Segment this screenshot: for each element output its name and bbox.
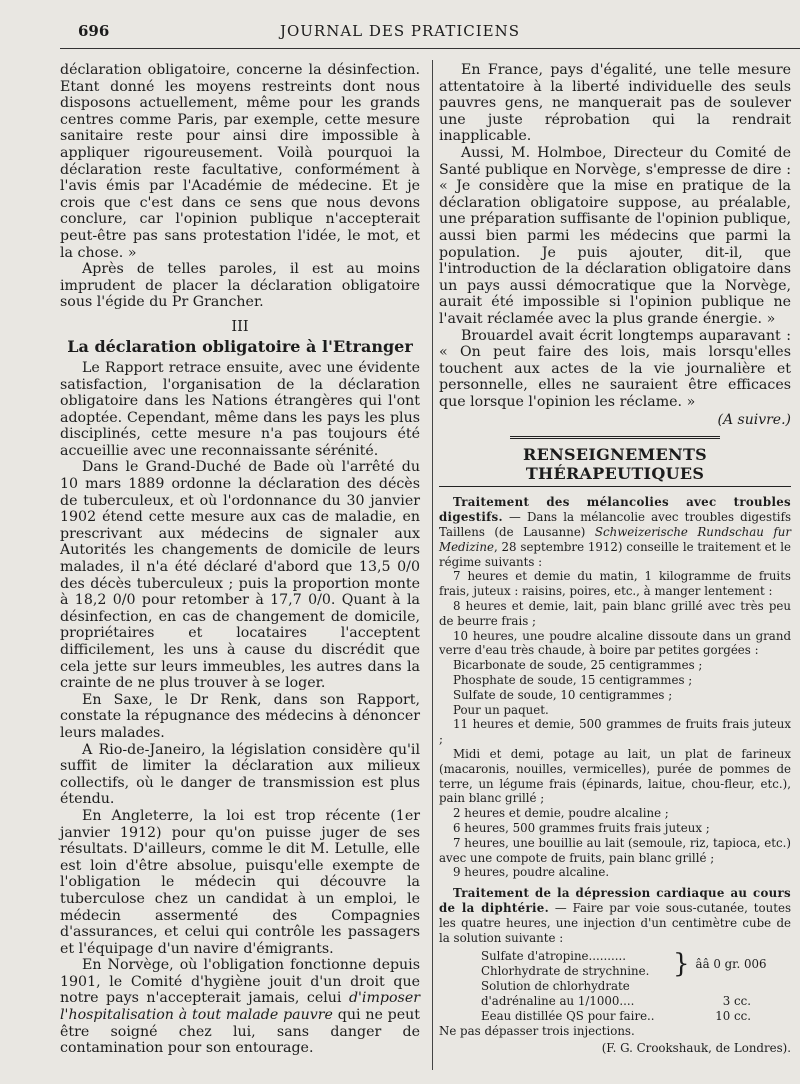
text-span: En Norvège, où l'obligation fonctionne depuis 1901, le Comité d'hygiène jouit d'un droit que notre pays n'accepterait jamais, celui: [60, 957, 420, 1007]
page-number: 696: [78, 22, 110, 40]
title-underline: [439, 486, 791, 487]
text-span: — Faire par voie sous-cutanée, toutes les quatre heures, une injection d'un centimètre cube de la solution suivante :: [439, 900, 791, 945]
section-separator: [510, 436, 720, 439]
treatment-title: Traitement des mélancolies avec troubles digestifs.: [439, 495, 791, 525]
list-item: Bicarbonate de soude, 25 centigrammes ;: [453, 658, 703, 673]
right-column: [439, 62, 791, 1055]
list-item: Sulfate de soude, 10 centigrammes ;: [453, 687, 673, 702]
text-span: qui ne peut être soigné chez lui, sans danger de contamination pour son entourage.: [60, 1007, 420, 1057]
italic-text: Schweizerische Rundschau fur Medizine: [439, 525, 792, 554]
paragraph: Dans le Grand-Duché de Bade où l'arrêté du 10 mars 1889 ordonne la déclaration des décès de tuberculeux, et où l'ordonnance du 30 janvier 1902 étend cette mesure aux cas de maladie, en prescrivant aux médecins de signaler aux Autorités les changements de domicile de leurs malades, il n'a été déclaré d'abord que 13,5 0/0 des décès tuberculeux ; puis la proportion monte à 18,2 0/0 pour retomber à 17,7 0/0. Quant à la désinfection, en cas de changement de domicile, propriétaires et locataires l'acceptent difficilement, les uns à cause du discrédit que cela jette sur leurs immeubles, les autres dans la crainte de ne plus trouver à se loger.: [60, 459, 420, 692]
brace-icon: }: [673, 949, 690, 980]
prescription-row: [439, 979, 791, 994]
paragraph: Aussi, M. Holmboe, Directeur du Comité de Santé publique en Norvège, s'empresse de dire : « Je considère que la mise en pratique de la déclaration obligatoire suppose, au préalable, une préparation suffisante de l'opinion publique, aussi bien parmi les médecins que parmi la population. Je puis ajouter, dit-il, que l'introduction de la déclaration obligatoire dans un pays aussi démocratique que la Norvège, aurait été impossible si l'opinion publique ne l'avait réclamée avec la plus grande énergie. »: [439, 144, 791, 327]
paragraph: [60, 957, 420, 1057]
journal-title: JOURNAL DES PRATICIENS: [279, 22, 521, 40]
list-item: 6 heures, 500 grammes fruits frais juteux ;: [453, 821, 710, 835]
section-title: RENSEIGNEMENTS THÉRAPEUTIQUES: [522, 445, 708, 484]
paragraph: En France, pays d'égalité, une telle mesure attentatoire à la liberté individuelle des seuls pauvres gens, ne manquerait pas de soulever une juste réprobation qui la rendrait inapplicable.: [439, 62, 791, 145]
paragraph: Après de telles paroles, il est au moins imprudent de placer la déclaration obligatoire sous l'égide du Pr Grancher.: [60, 261, 420, 311]
list-item: 10 heures, une poudre alcaline dissoute dans un grand verre d'eau très chaude, à boire par petites gorgées :: [439, 628, 791, 658]
left-column: [60, 62, 420, 1057]
paragraph: A Rio-de-Janeiro, la législation considère qu'il suffit de limiter la déclaration aux milieux collectifs, où le danger de transmission est plus étendu.: [60, 741, 420, 808]
prescription-item: Eeau distillée QS pour faire..: [481, 1009, 655, 1024]
list-item: 8 heures et demie, lait, pain blanc grillé avec très peu de beurre frais ;: [439, 599, 791, 628]
prescription-qty: 3 cc.: [722, 994, 751, 1009]
prescription-qty: ââ 0 gr. 006: [695, 956, 767, 971]
prescription-item: Solution de chlorhydrate: [481, 979, 630, 994]
page-header: [0, 22, 800, 46]
prescription-row: [439, 949, 791, 979]
prescription-row: [439, 994, 791, 1009]
prescription-qty: 10 cc.: [715, 1009, 751, 1024]
prescription: [439, 949, 791, 1024]
treatment-paragraph: [439, 495, 791, 569]
prescription-item: Sulfate d'atropine..........: [481, 949, 627, 964]
treatment-paragraph: [439, 886, 791, 945]
prescription-item: d'adrénaline au 1/1000....: [481, 994, 635, 1009]
paragraph: déclaration obligatoire, concerne la désinfection. Etant donné les moyens restreints dont nous disposons actuellement, même pour les grands centres comme Paris, par exemple, cette mesure sanitaire reste pour ainsi dire impossible à appliquer rigoureusement. Voilà pourquoi la déclaration reste facultative, conformément à l'avis émis par l'Académie de médecine. Et je crois que c'est dans ce sens que nous devons conclure, car l'opinion publique n'accepterait peut-être pas sans protestation l'idée, le mot, et la chose. »: [60, 62, 420, 261]
text-span: — Dans la mélancolie avec troubles digestifs Taillens (de Lausanne): [439, 510, 791, 540]
list-item: Midi et demi, potage au lait, un plat de farineux (macaronis, nouilles, vermicelles), purée de pommes de terre, un légume frais (épinards, laitue, chou-fleur, etc.), pain blanc grillé ;: [439, 747, 791, 806]
paragraph: En Angleterre, la loi est trop récente (1er janvier 1912) pour qu'on puisse juger de ses résultats. D'ailleurs, comme le dit M. Letulle, elle est loin d'être absolue, puisqu'elle exempte de l'obligation le médecin qui découvre la tuberculose chez un candidat à un emploi, le médecin assermenté des Compagnies d'assurances, et celui qui contrôle les passagers et l'équipage d'un navire d'émigrants.: [60, 807, 420, 957]
paragraph: Le Rapport retrace ensuite, avec une évidente satisfaction, l'organisation de la déclaration obligatoire dans les Nations étrangères qui l'ont adoptée. Cependant, même dans les pays les plus disciplinés, cette mesure n'a pas toujours été accueillie avec une reconnaissante sérénité.: [60, 359, 420, 459]
list-item: 2 heures et demie, poudre alcaline ;: [453, 806, 669, 821]
treatment-title: Traitement de la dépression cardiaque au cours de la diphtérie.: [439, 886, 791, 915]
prescription-items: [439, 949, 671, 979]
section-number: III: [231, 318, 249, 335]
paragraph: Brouardel avait écrit longtemps auparavant : « On peut faire des lois, mais lorsqu'elles touchent aux actes de la vie journalière et personnelle, elles ne sauraient être efficaces que lorsque l'opinion les réclame. »: [439, 327, 791, 410]
list-item: 7 heures, une bouillie au lait (semoule, riz, tapioca, etc.) avec une compote de fruits, pain blanc grillé ;: [439, 835, 791, 865]
list-item: Phosphate de soude, 15 centigrammes ;: [453, 673, 693, 688]
paragraph: En Saxe, le Dr Renk, dans son Rapport, constate la répugnance des médecins à dénoncer leurs malades.: [60, 691, 420, 741]
prescription-item: Chlorhydrate de strychnine.: [481, 964, 650, 979]
column-divider: [432, 60, 433, 1070]
header-rule: [60, 48, 800, 49]
to-be-continued: (A suivre.): [717, 412, 791, 429]
list-item: 11 heures et demie, 500 grammes de fruits frais juteux ;: [439, 717, 791, 747]
prescription-row: [439, 1009, 791, 1024]
prescription-note: Ne pas dépasser trois injections.: [439, 1024, 635, 1039]
text-span: , 28 septembre 1912) conseille le traitement et le régime suivants :: [439, 539, 791, 569]
list-item: 7 heures et demie du matin, 1 kilogramme de fruits frais, juteux : raisins, poires, etc., à manger lentement :: [439, 569, 791, 599]
section-title: La déclaration obligatoire à l'Etranger: [67, 336, 413, 356]
italic-text: d'imposer l'hospitalisation à tout malade pauvre: [60, 990, 420, 1024]
signature: (F. G. Crookshauk, de Londres).: [601, 1041, 791, 1056]
list-item: Pour un paquet.: [453, 702, 549, 717]
list-item: 9 heures, poudre alcaline.: [453, 865, 610, 880]
